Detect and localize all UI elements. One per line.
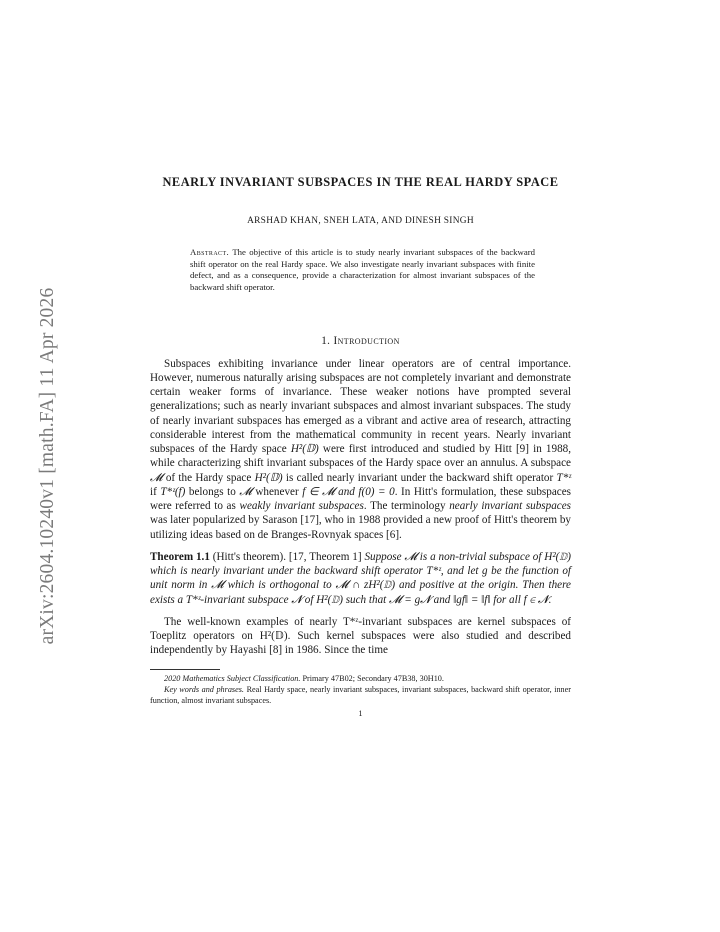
theorem-statement: Suppose 𝓜 is a non-trivial subspace of H²(𝔻) which is nearly invariant under the backward shift operator T*ᶻ, and let g be the function of unit norm in 𝓜 which is orthogonal to 𝓜 ∩ zH²(𝔻) and positive at the origin. Then there exists a T*ᶻ-invariant subspace 𝓝 of H²(𝔻) such that 𝓜 = g𝓝 and ‖gf‖ = ‖f‖ for all f ∈ 𝓝.: [150, 550, 571, 606]
section-number: 1.: [321, 335, 331, 348]
theorem-citation: [17, Theorem 1]: [288, 550, 362, 563]
theorem-name: (Hitt's theorem).: [212, 550, 287, 563]
abstract-label: Abstract.: [190, 247, 230, 258]
intro-text: was later popularized by Sarason [17], who in 1988 provided a new proof of Hitt's theorem by utilizing ideas based on de Branges-Rovnyak spaces [6].: [150, 514, 571, 541]
footnote-keywords: [150, 684, 571, 706]
intro-text: were first introduced and studied by Hitt [9] in 1988, while characterizing shift invariant subspaces of the Hardy space over an annulus. A subspace: [150, 443, 572, 470]
footnote-text: Real Hardy space, nearly invariant subspaces, invariant subspaces, backward shift operator, inner function, almost invariant subspaces.: [150, 684, 572, 705]
math-condition: f ∈ 𝓜 and f(0) = 0: [302, 485, 395, 498]
math-subspace: 𝓜: [150, 471, 163, 484]
paper-page: [150, 175, 571, 721]
intro-text: . In Hitt's formulation, these subspaces were referred to as: [150, 485, 572, 512]
math-subspace: 𝓜: [239, 485, 252, 498]
term-nearly-invariant: nearly invariant subspaces: [449, 500, 572, 512]
theorem-label: Theorem 1.1: [150, 550, 210, 563]
intro-text: belongs to: [185, 485, 240, 498]
intro-text: if: [150, 485, 161, 498]
body-paragraph: The well-known examples of nearly T*ᶻ-invariant subspaces are kernel subspaces of Toeplitz operators on H²(𝔻). Such kernel subspaces were also studied and described independently by Hayashi [8] in 1986. Since the time: [150, 615, 571, 657]
footnote-text: Primary 47B02; Secondary 47B38, 30H10.: [302, 673, 444, 683]
intro-text: is called nearly invariant under the backward shift operator: [282, 471, 557, 484]
author-list: ARSHAD KHAN, SNEH LATA, AND DINESH SINGH: [247, 216, 474, 226]
intro-paragraph: [150, 357, 571, 542]
intro-text: of the Hardy space: [162, 471, 255, 484]
section-heading: [150, 334, 571, 348]
footnote-rule: [150, 669, 220, 670]
abstract: [190, 247, 535, 293]
page-number: 1: [358, 708, 363, 718]
term-weakly-invariant: weakly invariant subspaces: [239, 500, 364, 512]
math-hardy-space: H²(𝔻): [254, 471, 283, 484]
paper-title: NEARLY INVARIANT SUBSPACES IN THE REAL HARDY SPACE: [162, 175, 559, 189]
footnote-label: 2020 Mathematics Subject Classification.: [164, 673, 301, 683]
math-hardy-space: H²(𝔻): [290, 443, 319, 455]
abstract-text: The objective of this article is to study nearly invariant subspaces of the backward shift operator on the real Hardy space. We also investigate nearly invariant subspaces with finite defect, and as a consequence, provide a characterization for almost invariant subspaces of the backward shift operator.: [190, 247, 535, 292]
footnote-label: Key words and phrases.: [164, 684, 244, 694]
arxiv-identifier: arXiv:2604.10240v1 [math.FA] 11 Apr 2026: [37, 287, 58, 645]
section-title: Introduction: [333, 335, 400, 348]
math-operator: T*ᶻ: [556, 471, 571, 484]
intro-text: whenever: [251, 485, 303, 498]
intro-text: Subspaces exhibiting invariance under linear operators are of central importance. However, numerous naturally arising subspaces are not completely invariant and demonstrate certain weaker forms of invariance. These weaker notions have prompted several generalizations; such as nearly invariant subspaces and almost invariant subspaces. The study of nearly invariant subspaces has emerged as a vibrant and active area of research, attracting considerable interest from the mathematical community in recent years. Nearly invariant subspaces of the Hardy space: [150, 357, 571, 455]
intro-text: . The terminology: [363, 500, 450, 512]
footnote-msc: [150, 673, 571, 684]
math-operator-applied: T*ᶻ(f): [160, 485, 186, 498]
theorem-block: [150, 550, 571, 607]
